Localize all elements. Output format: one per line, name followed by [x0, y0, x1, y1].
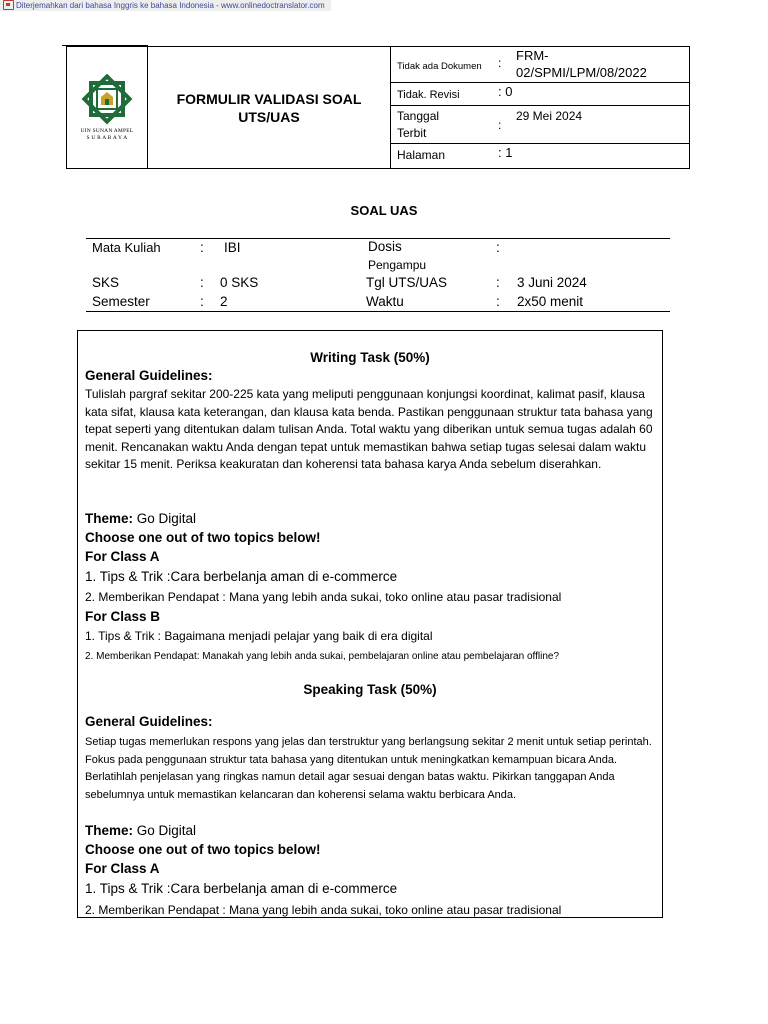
divider [390, 47, 391, 168]
waktu-value: 2x50 menit [517, 294, 584, 309]
tgl-value: 3 Juni 2024 [517, 275, 587, 290]
issue-date-value: 29 Mei 2024 [516, 109, 583, 123]
logo-caption [81, 128, 134, 142]
semester-label: Semester [92, 294, 150, 309]
doc-number-colon: : [498, 56, 502, 70]
sks-label: SKS [92, 275, 120, 290]
sks-colon: : [200, 275, 204, 290]
speaking-theme-value: Go Digital [136, 823, 197, 838]
tgl-colon: : [496, 275, 500, 290]
logo-caption-line1: UIN SUNAN AMPEL [80, 127, 134, 134]
info-bottom-rule [86, 311, 670, 312]
speaking-guidelines-heading: General Guidelines: [85, 714, 213, 729]
mata-kuliah-label: Mata Kuliah [92, 240, 161, 255]
writing-class-b-heading: For Class B [85, 609, 161, 624]
divider [390, 105, 689, 106]
university-logo-icon [79, 74, 135, 126]
issue-date-label-line1: Tanggal [397, 109, 440, 123]
translation-banner[interactable] [0, 0, 331, 11]
logo-caption-line2: S U R A B A Y A [86, 134, 128, 141]
writing-theme-label: Theme: [85, 511, 134, 526]
divider [390, 143, 689, 144]
writing-class-a-topic-1: 1. Tips & Trik :Cara berbelanja aman di e-commerce [85, 569, 398, 584]
writing-task-title: Writing Task (50%) [310, 350, 430, 365]
waktu-label: Waktu [366, 294, 404, 309]
semester-colon: : [200, 294, 204, 309]
form-title [148, 47, 390, 168]
issue-date-colon: : [498, 118, 502, 132]
sks-value: 0 SKS [220, 275, 259, 290]
speaking-class-a-topic-2: 2. Memberikan Pendapat : Mana yang lebih anda sukai, toko online atau pasar tradisional [85, 903, 562, 917]
logo-cell [67, 47, 147, 168]
speaking-guidelines-text: Setiap tugas memerlukan respons yang jelas dan terstruktur yang berlangsung sekitar 2 menit untuk setiap perintah. Fokus pada penggunaan struktur tata bahasa yang ditentukan untuk meningkatkan kemampuan bicara Anda. Berlatihlah penjelasan yang ringkas namun detail agar sesuai dengan batas waktu. Pikirkan tanggapan Anda sebelumnya untuk memastikan kelancaran dan koherensi selama waktu berbicara Anda. [85, 736, 652, 801]
mata-kuliah-colon: : [200, 240, 204, 255]
doc-number-label: Tidak ada Dokumen [397, 61, 482, 72]
speaking-theme [85, 823, 196, 838]
semester-value: 2 [220, 294, 228, 309]
writing-guidelines-heading: General Guidelines: [85, 368, 213, 383]
tasks-box [77, 330, 663, 918]
page-value: : 1 [498, 145, 513, 160]
tgl-label: Tgl UTS/UAS [366, 275, 448, 290]
speaking-theme-label: Theme: [85, 823, 134, 838]
writing-class-b-topic-2: 2. Memberikan Pendapat: Manakah yang lebih anda sukai, pembelajaran online atau pembelajaran offline? [85, 651, 560, 662]
writing-class-a-heading: For Class A [85, 549, 160, 564]
revision-label: Tidak. Revisi [397, 89, 460, 101]
doc-number-value-line2: 02/SPMI/LPM/08/2022 [516, 65, 647, 80]
writing-choose-instruction: Choose one out of two topics below! [85, 530, 321, 545]
speaking-class-a-topic-1: 1. Tips & Trik :Cara berbelanja aman di e-commerce [85, 881, 398, 896]
doc-number-value-line1: FRM- [516, 48, 549, 63]
writing-theme-value: Go Digital [136, 511, 197, 526]
speaking-class-a-heading: For Class A [85, 861, 160, 876]
dosis-label-line2: Pengampu [368, 258, 427, 272]
speaking-task-title: Speaking Task (50%) [303, 682, 437, 697]
writing-guidelines-text: Tulislah pargraf sekitar 200-225 kata yang meliputi penggunaan konjungsi koordinat, kalimat pasif, klausa kata sifat, klausa kata keterangan, dan klausa kata benda. Pastikan penggunaan struktur tata bahasa yang tepat seperti yang ditentukan dalam tulisan Anda. Total waktu yang diberikan untuk semua tugas adalah 60 menit. Rencanakan waktu Anda dengan tepat untuk memastikan bahwa setiap tugas selesai dalam waktu sekitar 15 menit. Periksa keakuratan dan koherensi tata bahasa karya Anda sebelum diserahkan. [85, 387, 653, 471]
document-title: SOAL UAS [350, 203, 418, 218]
form-header-table [66, 46, 690, 169]
mata-kuliah-value: IBI [224, 240, 241, 255]
page-label: Halaman [397, 148, 446, 162]
form-title-line2: UTS/UAS [238, 108, 300, 125]
dosis-colon: : [496, 240, 500, 255]
translate-doc-icon [3, 0, 14, 10]
issue-date-label-line2: Terbit [397, 126, 427, 140]
writing-class-a-topic-2: 2. Memberikan Pendapat : Mana yang lebih anda sukai, toko online atau pasar tradisional [85, 590, 562, 604]
speaking-choose-instruction: Choose one out of two topics below! [85, 842, 321, 857]
dosis-label: Dosis [368, 239, 402, 254]
divider [390, 82, 689, 83]
writing-class-b-topic-1: 1. Tips & Trik : Bagaimana menjadi pelajar yang baik di era digital [85, 629, 433, 643]
waktu-colon: : [496, 294, 500, 309]
revision-value: : 0 [498, 84, 513, 99]
form-title-line1: FORMULIR VALIDASI SOAL [176, 90, 362, 107]
writing-theme [85, 511, 196, 526]
banner-text: Diterjemahkan dari bahasa Inggris ke bahasa Indonesia - www.onlinedoctranslator.com [16, 1, 325, 10]
